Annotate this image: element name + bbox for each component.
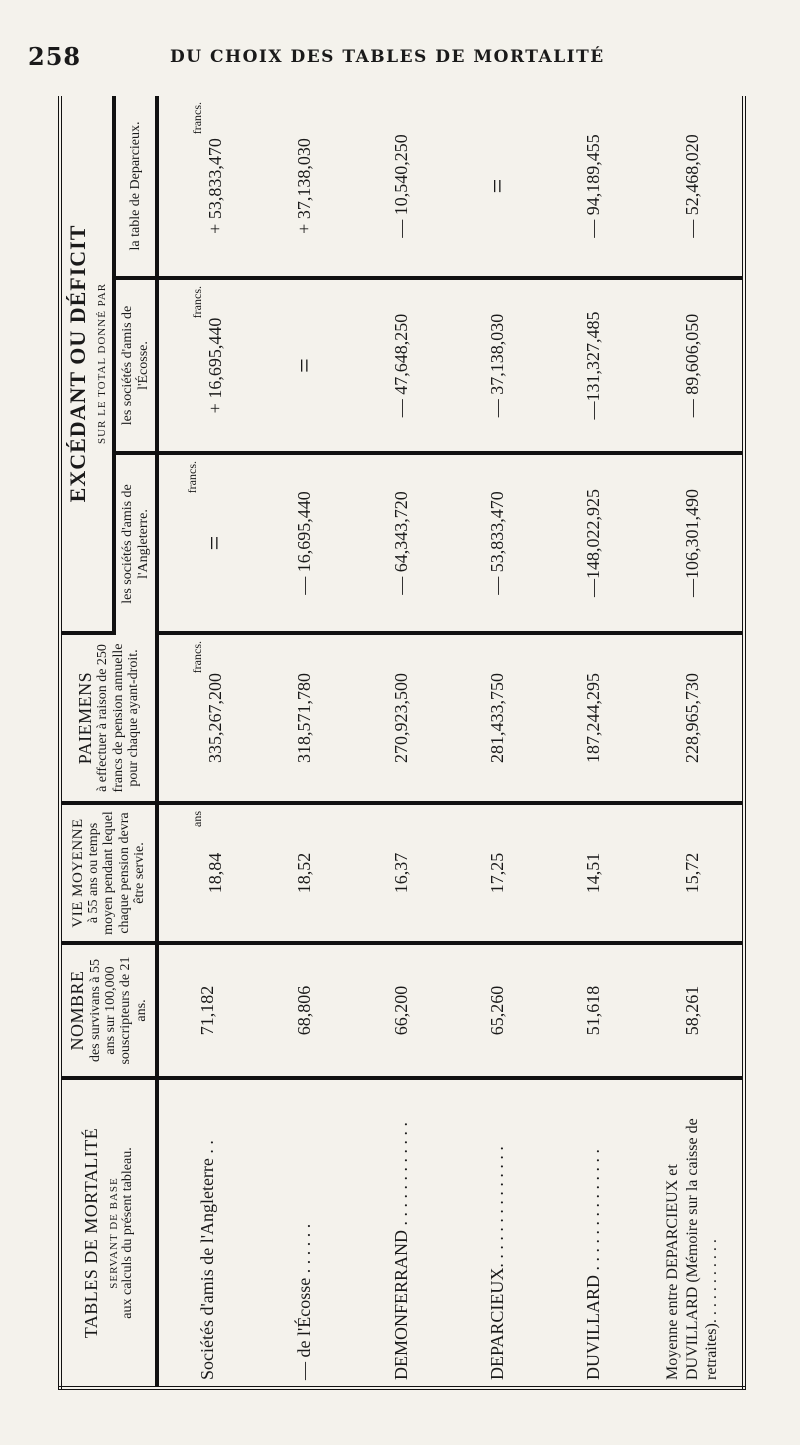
row-name: DEPARCIEUX. . . . . . . . . . . . . .	[487, 1146, 508, 1380]
cell-nombre: 65,260	[449, 943, 545, 1078]
cell-angleterre: —148,022,925	[546, 453, 642, 633]
cell-nombre: 51,618	[546, 943, 642, 1078]
table-row	[353, 96, 449, 1388]
cell-paiemens-value: 335,267,200	[204, 673, 225, 763]
cell-deparcieux: — 10,540,250	[353, 96, 449, 278]
row-name: DEMONFERRAND . . . . . . . . . . . .	[390, 1121, 411, 1380]
cell-angleterre: — 16,695,440	[257, 453, 353, 633]
subheader-angleterre: les sociétés d'amis de l'Angleterre.	[114, 453, 157, 633]
cell-angleterre: — 64,343,720	[353, 453, 449, 633]
cell-vie: 17,25	[449, 803, 545, 943]
cell-paiemens	[157, 633, 256, 803]
cell-nombre: 66,200	[353, 943, 449, 1078]
unit-ans: ans	[189, 811, 204, 827]
cell-nombre: 68,806	[257, 943, 353, 1078]
page-number: 258	[28, 42, 82, 71]
cell-deparcieux-value: =	[482, 178, 512, 194]
header-tables-sub1: SERVANT DE BASE	[107, 1177, 120, 1289]
header-vie	[60, 803, 157, 943]
cell-vie: 15,72	[642, 803, 744, 943]
cell-vie-value: 18,84	[204, 852, 225, 894]
rotated-table-container	[58, 96, 746, 1390]
subheader-deparcieux: la table de Deparcieux.	[114, 96, 157, 278]
cell-paiemens: 318,571,780	[257, 633, 353, 803]
cell-angleterre: —106,301,490	[642, 453, 744, 633]
cell-ecosse	[257, 278, 353, 453]
unit-francs: francs.	[189, 101, 204, 135]
unit-francs: francs.	[189, 641, 204, 674]
header-excedent-title: EXCÉDANT OU DÉFICIT	[65, 224, 90, 503]
cell-ecosse: — 37,138,030	[449, 278, 545, 453]
table-row	[546, 96, 642, 1388]
cell-angleterre: — 53,833,470	[449, 453, 545, 633]
cell-angleterre	[157, 453, 256, 633]
cell-vie: 14,51	[546, 803, 642, 943]
header-excedent	[60, 96, 114, 633]
unit-francs: francs.	[185, 461, 200, 494]
row-name: — de l'Écosse . . . . . .	[294, 1223, 315, 1380]
cell-ecosse-value: =	[289, 358, 319, 373]
header-paiemens-title: PAIEMENS	[74, 671, 95, 765]
cell-vie: 18,52	[257, 803, 353, 943]
header-tables-sub2: aux calculs du présent tableau.	[119, 1147, 135, 1319]
header-excedent-sub: SUR LE TOTAL DONNÉ PAR	[96, 282, 109, 445]
header-tables	[60, 1078, 157, 1388]
cell-vie: 16,37	[353, 803, 449, 943]
cell-deparcieux	[449, 96, 545, 278]
header-paiemens-desc: à effectuer à raison de 250 francs de pension annuelle pour chaque ayant-droit.	[95, 643, 142, 793]
header-nombre	[60, 943, 157, 1078]
running-title: DU CHOIX DES TABLES DE MORTALITÉ	[170, 47, 605, 67]
cell-deparcieux: + 37,138,030	[257, 96, 353, 278]
cell-paiemens: 187,244,295	[546, 633, 642, 803]
cell-deparcieux	[157, 96, 256, 278]
table-row	[157, 96, 256, 1388]
unit-francs: francs.	[189, 286, 204, 319]
table-row	[449, 96, 545, 1388]
header-nombre-title: NOMBRE	[66, 970, 87, 1051]
cell-vie	[157, 803, 256, 943]
row-name: DUVILLARD . . . . . . . . . . . . . .	[583, 1149, 604, 1380]
cell-angleterre-value: =	[200, 535, 230, 551]
header-tables-title: TABLES DE MORTALITÉ	[80, 1127, 101, 1339]
table-row	[257, 96, 353, 1388]
cell-paiemens: 270,923,500	[353, 633, 449, 803]
header-vie-desc: à 55 ans ou temps moyen pendant lequel chaque pension devra être servie.	[86, 811, 148, 935]
cell-deparcieux-value: + 53,833,470	[204, 138, 225, 234]
cell-deparcieux: — 52,468,020	[642, 96, 744, 278]
subheader-ecosse: les sociétés d'amis de l'Écosse.	[114, 278, 157, 453]
cell-ecosse: —131,327,485	[546, 278, 642, 453]
cell-deparcieux: — 94,189,455	[546, 96, 642, 278]
table-row	[642, 96, 744, 1388]
header-nombre-desc: des survivans à 55 ans sur 100,000 souscripteurs de 21 ans.	[87, 956, 149, 1065]
cell-paiemens: 228,965,730	[642, 633, 744, 803]
cell-ecosse: — 47,648,250	[353, 278, 449, 453]
mortality-table	[58, 96, 746, 1390]
page-header	[0, 42, 800, 82]
cell-ecosse-value: + 16,695,440	[204, 317, 225, 414]
cell-ecosse	[157, 278, 256, 453]
header-vie-title: VIE MOYENNE	[69, 818, 86, 928]
row-name: Moyenne entre DEPARCIEUX et DUVILLARD (Mémoire sur la caisse de retraites). . . . . . . . . . .	[664, 1118, 720, 1380]
cell-ecosse: — 89,606,050	[642, 278, 744, 453]
row-name: Sociétés d'amis de l'Angleterre . .	[197, 1140, 218, 1380]
header-paiemens	[60, 633, 157, 803]
cell-nombre: 71,182	[157, 943, 256, 1078]
cell-paiemens: 281,433,750	[449, 633, 545, 803]
cell-nombre: 58,261	[642, 943, 744, 1078]
